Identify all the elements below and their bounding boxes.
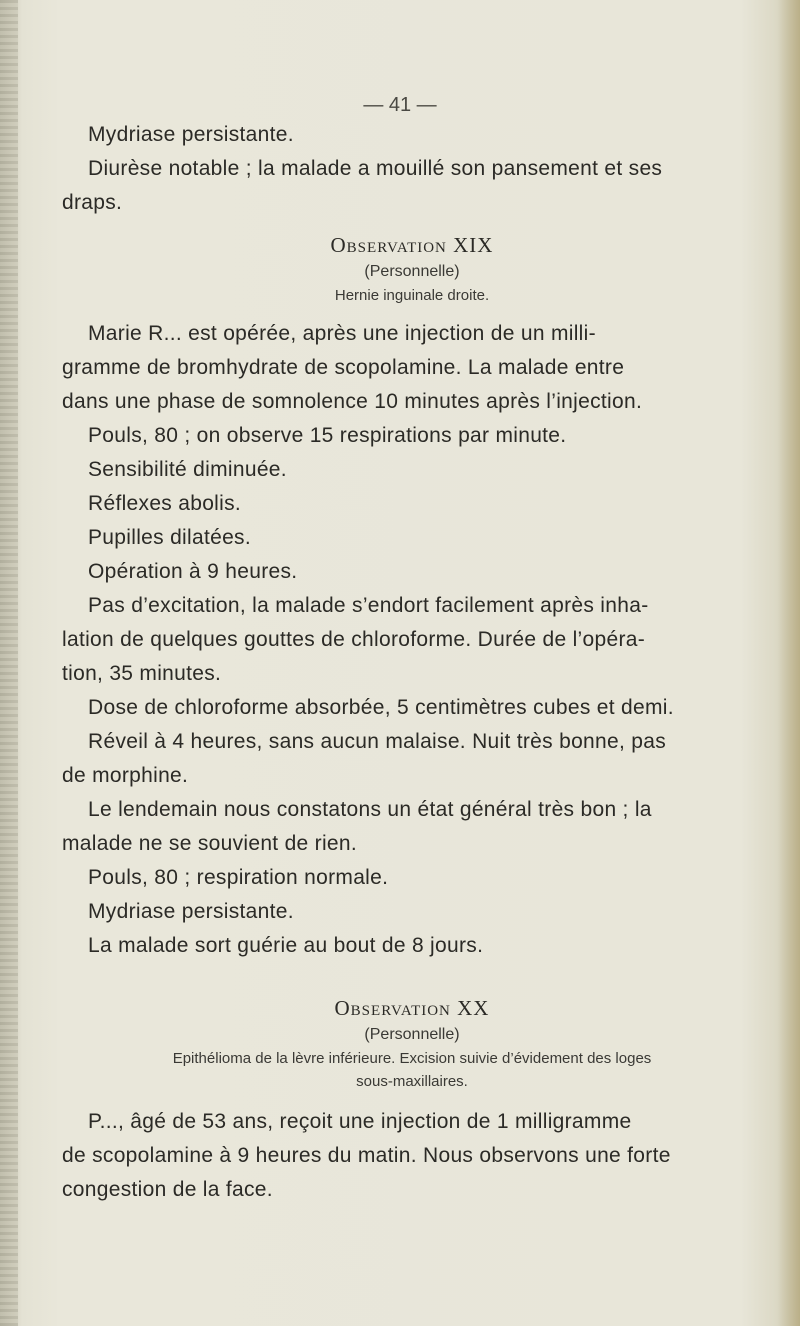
obs-xix-line: dans une phase de somnolence 10 minutes après l’injection. — [62, 390, 643, 413]
intro-line: Diurèse notable ; la malade a mouillé son pansement et ses — [88, 157, 663, 180]
obs-xix-line: de morphine. — [62, 764, 189, 787]
obs-xix-line: Réflexes abolis. — [88, 492, 242, 515]
obs-xix-line: malade ne se souvient de rien. — [62, 832, 358, 855]
observation-xx-subtitle: (Personnelle) — [364, 1026, 460, 1043]
obs-xix-line: Sensibilité diminuée. — [88, 458, 287, 481]
obs-xix-line: Pouls, 80 ; on observe 15 respirations par minute. — [88, 424, 567, 447]
obs-xix-line: Pouls, 80 ; respiration normale. — [88, 866, 389, 889]
obs-xx-line: P..., âgé de 53 ans, reçoit une injection de 1 milligramme — [88, 1110, 632, 1133]
intro-line: Mydriase persistante. — [88, 123, 294, 146]
obs-xix-line: Dose de chloroforme absorbée, 5 centimètres cubes et demi. — [88, 696, 674, 719]
observation-xx-description: Epithélioma de la lèvre inférieure. Excision suivie d’évidement des loges — [172, 1050, 652, 1067]
obs-xix-line: Réveil à 4 heures, sans aucun malaise. Nuit très bonne, pas — [88, 730, 667, 753]
observation-xix-title: Observation XIX — [330, 233, 494, 257]
obs-xix-line: lation de quelques gouttes de chloroforme. Durée de l’opéra- — [62, 628, 646, 651]
obs-xix-line: Pas d’excitation, la malade s’endort facilement après inha- — [88, 594, 649, 617]
obs-xix-line: gramme de bromhydrate de scopolamine. La malade entre — [62, 356, 625, 379]
page-number: — 41 — — [363, 94, 437, 116]
obs-xix-line: Mydriase persistante. — [88, 900, 294, 923]
book-spine-shadow — [0, 0, 18, 1326]
obs-xx-line: congestion de la face. — [62, 1178, 273, 1201]
obs-xix-line: Pupilles dilatées. — [88, 526, 251, 549]
observation-xx-title: Observation XX — [334, 996, 490, 1020]
page-edge-stain — [778, 0, 800, 1326]
obs-xix-line: Le lendemain nous constatons un état général très bon ; la — [88, 798, 652, 821]
observation-xix-description: Hernie inguinale droite. — [334, 287, 490, 304]
obs-xix-line: La malade sort guérie au bout de 8 jours. — [88, 934, 484, 957]
observation-xx-description-cont: sous-maxillaires. — [356, 1073, 468, 1090]
intro-line: draps. — [62, 191, 123, 214]
obs-xix-line: Opération à 9 heures. — [88, 560, 298, 583]
observation-xix-subtitle: (Personnelle) — [364, 263, 460, 280]
obs-xix-line: tion, 35 minutes. — [62, 662, 222, 685]
obs-xix-line: Marie R... est opérée, après une injection de un milli- — [88, 322, 596, 345]
page-body — [62, 90, 762, 1207]
obs-xx-line: de scopolamine à 9 heures du matin. Nous observons une forte — [62, 1144, 671, 1167]
